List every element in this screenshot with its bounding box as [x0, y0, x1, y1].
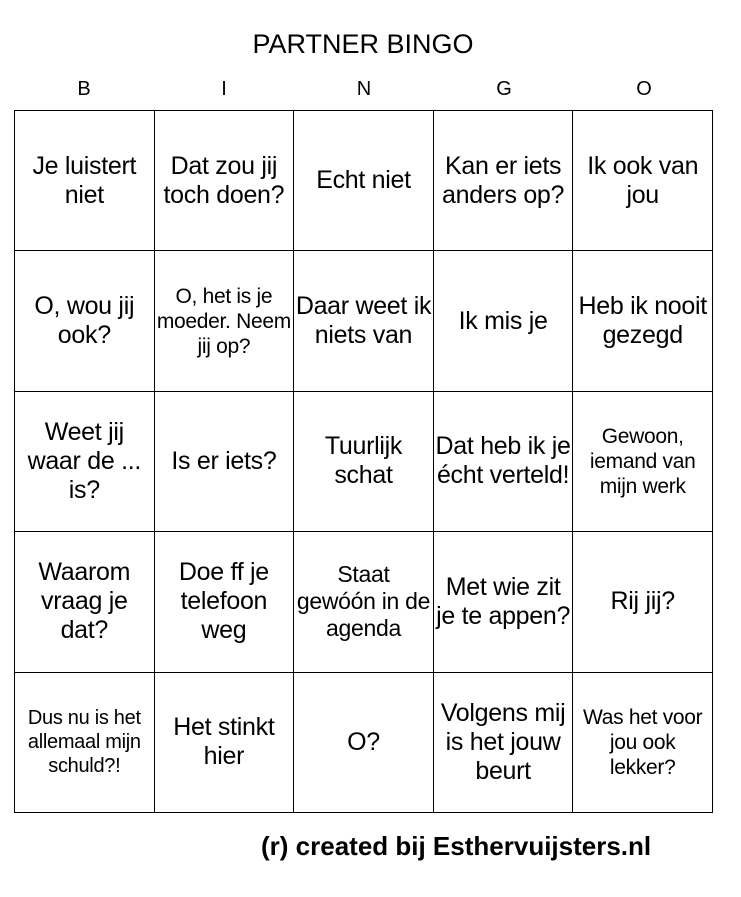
bingo-cell-text: Je luistert niet	[32, 151, 137, 209]
bingo-cell-text: Staat gewóón in de agenda	[296, 561, 431, 642]
bingo-cell	[573, 392, 713, 532]
bingo-cell-text: Dat zou jij toch doen?	[163, 151, 285, 209]
credit-footer: (r) created bij Esthervuijsters.nl	[261, 831, 652, 861]
bingo-letter-o: O	[636, 78, 652, 100]
bingo-cell	[155, 251, 295, 391]
bingo-cell	[434, 251, 574, 391]
bingo-cell	[15, 111, 155, 251]
bingo-cell-text: Met wie zit je te appen?	[436, 572, 571, 630]
bingo-cell-text: O, wou jij ook?	[34, 292, 135, 350]
bingo-cell	[294, 392, 434, 532]
bingo-cell-text: Gewoon, iemand van mijn werk	[589, 424, 696, 498]
bingo-cell	[573, 673, 713, 813]
bingo-cell-text: Ik ook van jou	[587, 151, 699, 209]
bingo-cell	[15, 532, 155, 672]
bingo-cell-text: Daar weet ik niets van	[295, 292, 432, 350]
bingo-cell	[155, 392, 295, 532]
bingo-cell	[434, 111, 574, 251]
bingo-cell	[155, 532, 295, 672]
bingo-cell	[155, 111, 295, 251]
bingo-cell-text: Dus nu is het allemaal mijn schuld?!	[27, 707, 141, 778]
bingo-cell	[573, 251, 713, 391]
bingo-grid	[14, 110, 713, 813]
bingo-cell	[434, 392, 574, 532]
bingo-cell-text: Tuurlijk schat	[324, 432, 403, 490]
bingo-cell	[434, 532, 574, 672]
bingo-cell	[573, 111, 713, 251]
bingo-cell	[294, 532, 434, 672]
bingo-cell	[294, 673, 434, 813]
bingo-cell	[155, 673, 295, 813]
bingo-cell	[573, 532, 713, 672]
bingo-letter-i: I	[221, 78, 227, 100]
bingo-cell-text: Heb ik nooit gezegd	[578, 292, 707, 350]
bingo-cell	[15, 673, 155, 813]
bingo-header	[14, 76, 714, 102]
bingo-cell-text: Waarom vraag je dat?	[38, 558, 131, 645]
bingo-cell-text: Ik mis je	[458, 306, 548, 335]
bingo-cell-text: Is er iets?	[171, 446, 277, 475]
bingo-cell	[434, 673, 574, 813]
bingo-letter-n: N	[356, 78, 372, 100]
page-title: PARTNER BINGO	[252, 29, 474, 59]
bingo-cell	[15, 392, 155, 532]
bingo-cell	[294, 251, 434, 391]
bingo-cell	[15, 251, 155, 391]
bingo-cell-text: Kan er iets anders op?	[442, 151, 565, 209]
bingo-cell-text: Dat heb ik je écht verteld!	[435, 432, 571, 490]
bingo-cell	[294, 111, 434, 251]
bingo-cell-text: Echt niet	[316, 166, 411, 195]
bingo-cell-text: Weet jij waar de ... is?	[27, 417, 142, 504]
bingo-letter-b: B	[77, 78, 91, 100]
bingo-cell-text: Het stinkt hier	[173, 713, 275, 771]
bingo-cell-text: O?	[347, 727, 380, 756]
bingo-cell-text: Doe ff je telefoon weg	[178, 558, 269, 645]
bingo-letter-g: G	[496, 78, 512, 100]
bingo-cell-text: Was het voor jou ook lekker?	[583, 705, 703, 779]
bingo-cell-text: Volgens mij is het jouw beurt	[440, 698, 566, 785]
bingo-cell-text: Rij jij?	[610, 587, 675, 616]
bingo-cell-text: O, het is je moeder. Neem jij op?	[156, 284, 291, 358]
